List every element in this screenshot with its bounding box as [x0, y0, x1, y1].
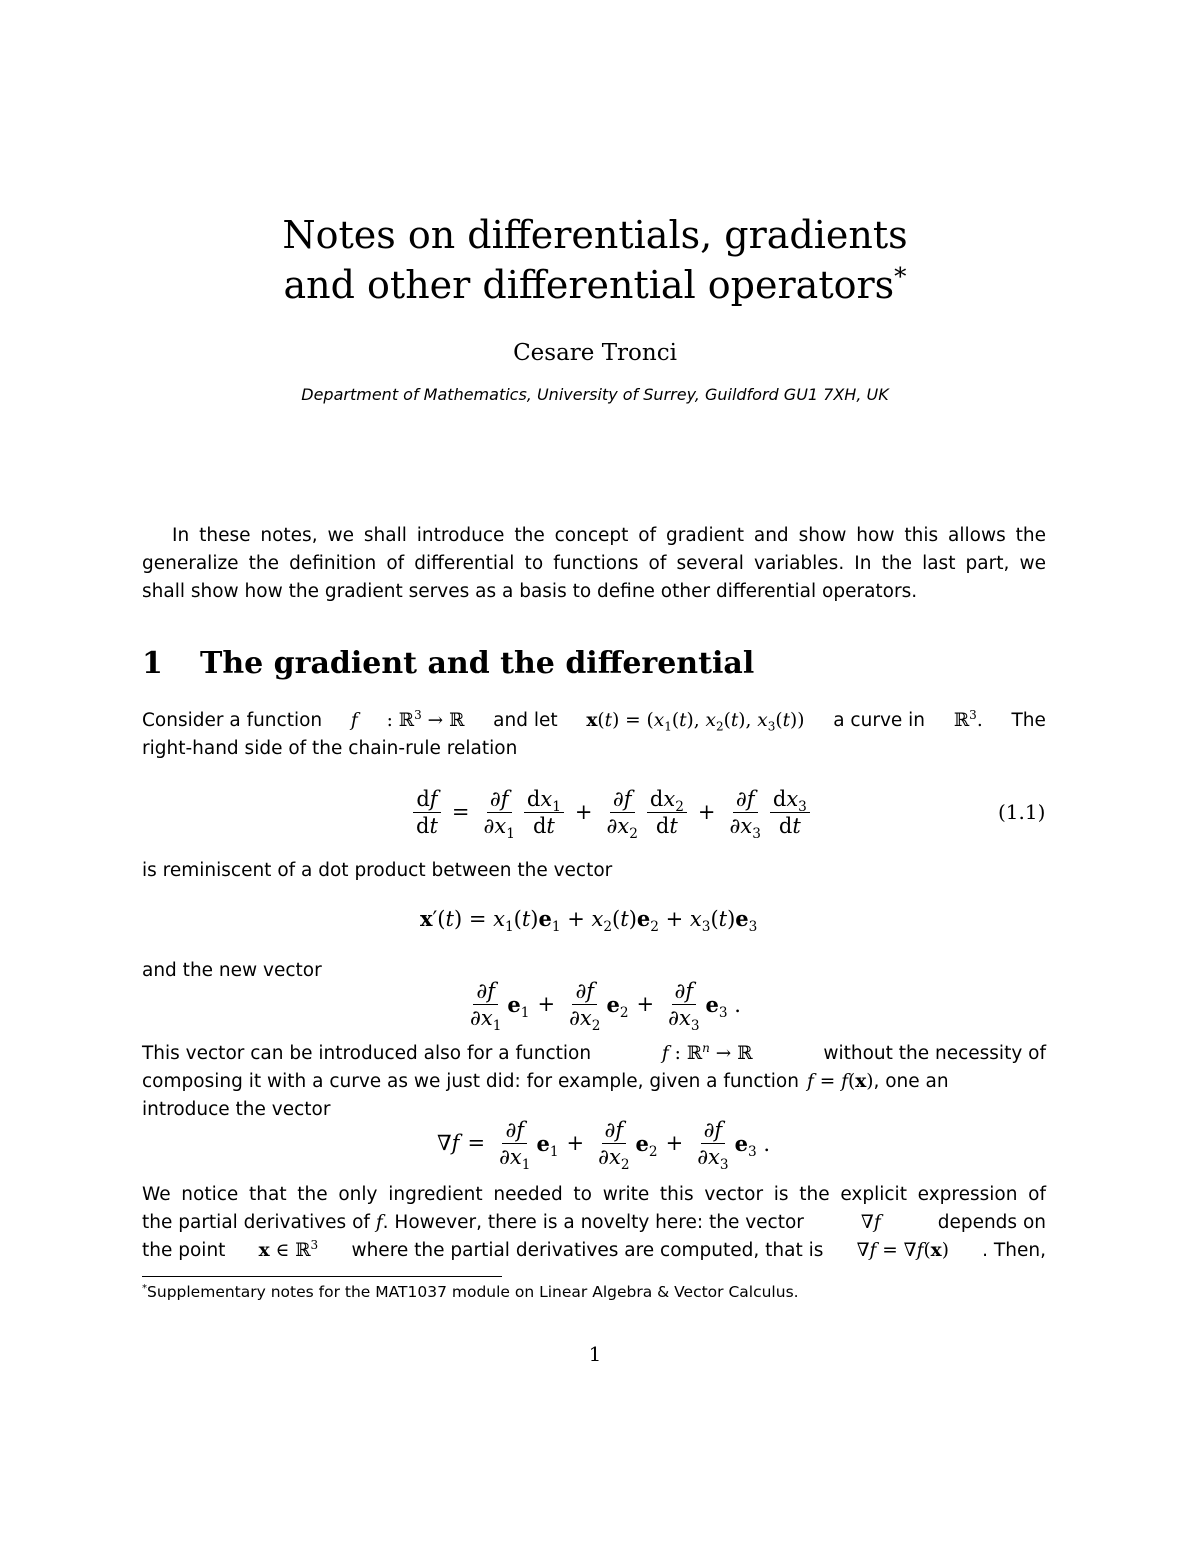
abstract-line-2: generalize the definition of differential to functions of several variables. In the last part, we — [142, 553, 1046, 574]
paper-title-line-1: Notes on differentials, gradients — [282, 213, 908, 257]
paragraph-5-line-3: the point x ∈ ℝ$^3$ where the partial derivatives are computed, that is ∇f = ∇f(x) . Then, — [142, 1237, 1046, 1261]
equation-velocity-vector: $x'(t) = x_1(t)e_1 + x_2(t)e_2 + x_3(t)e_3$ — [420, 906, 758, 936]
equation-partials-vector: $\frac{\partial f}{\partial x_1}$ $e_1$ + $\frac{\partial f}{\partial x_2}$ $e_2$ + $\frac{\partial f}{\partial x_3}$ $e_3$ . — [470, 978, 741, 1034]
footnote-rule — [142, 1276, 502, 1277]
author-affiliation: Department of Mathematics, University of Surrey, Guildford GU1 7XH, UK — [301, 385, 889, 404]
paragraph-5-line-2: the partial derivatives of f. However, there is a novelty here: the vector ∇f depends on — [142, 1212, 1046, 1233]
author-name: Cesare Tronci — [513, 340, 677, 366]
paragraph-4-line-3: introduce the vector — [142, 1099, 331, 1120]
equation-number: (1.1) — [998, 800, 1046, 824]
abstract-line-3: shall show how the gradient serves as a basis to define other differential operators. — [142, 581, 918, 602]
abstract-line-1: In these notes, we shall introduce the concept of gradient and show how this allows the — [172, 525, 1046, 546]
section-title: The gradient and the differential — [200, 646, 755, 681]
equation-gradient: ∇f = $\frac{\partial f}{\partial x_1}$ $e_1$ + $\frac{\partial f}{\partial x_2}$ $e_2$ + $\frac{\partial f}{\partial x_3}$ $e_3$ . — [437, 1117, 770, 1173]
equation-chain-rule: $\frac{df}{dt}$ = $\frac{\partial f}{\partial x_1}$ $\frac{dx_1}{dt}$ + $\frac{\partial f}{\partial x_2}$ $\frac{dx_2}{dt}$ + $\frac{\partial f}{\partial x_3}$ $\frac{dx_3}{dt}$ — [410, 784, 813, 840]
section-number: 1 — [142, 646, 163, 681]
paragraph-5-line-1: We notice that the only ingredient needed to write this vector is the explicit expression of — [142, 1184, 1046, 1205]
paragraph-1-line-2: right-hand side of the chain-rule relation — [142, 738, 518, 759]
section-heading — [142, 646, 754, 681]
paragraph-1-line-1: Consider a function f : ℝ$^3$ → ℝ and let $x(t) = (x_1(t)$, $x_2(t)$, $x_3(t)$) a curve in ℝ$^3$. The — [142, 707, 1046, 734]
paragraph-4-line-1: This vector can be introduced also for a function f : ℝ$^n$ → ℝ without the necessity of — [142, 1040, 1046, 1064]
footnote: *Supplementary notes for the MAT1037 module on Linear Algebra & Vector Calculus. — [142, 1282, 799, 1301]
title-footnote-mark: * — [894, 261, 907, 291]
footnote-mark: * — [142, 1282, 148, 1294]
page-number: 1 — [588, 1342, 602, 1366]
paragraph-3: and the new vector — [142, 960, 322, 981]
paragraph-4-line-2: composing it with a curve as we just did: for example, given a function f = f(x) , one an — [142, 1071, 949, 1092]
paper-title-line-2: and other differential operators* — [283, 261, 907, 307]
paragraph-2: is reminiscent of a dot product between the vector — [142, 860, 613, 881]
